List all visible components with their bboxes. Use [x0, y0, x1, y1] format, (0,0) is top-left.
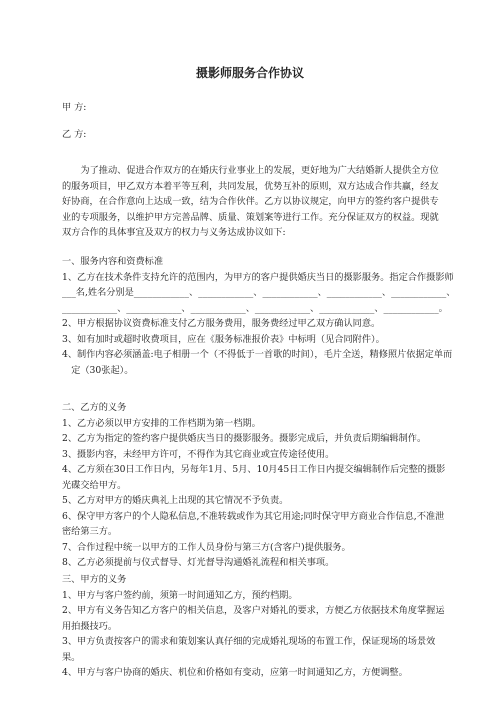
- clause-text: 2、甲方有义务告知乙方客户的相关信息，及客户对婚礼的要求，方便乙方依据技术角度掌握运用拍摄技巧。: [62, 605, 445, 632]
- clause-text: 4、甲方与客户协商的婚庆、机位和价格如有变动，应第一时间通知乙方，方便调整。: [62, 667, 408, 678]
- section-heading: 一、服务内容和资费标准: [62, 256, 164, 267]
- clause-text: 定（30张起）。: [71, 364, 134, 376]
- clause-text: 6、保守甲方客户的个人隐私信息,不准转载或作为其它用途;同时保守甲方商业合作信息,不准泄密给第三方。: [62, 510, 445, 537]
- section-heading: 三、甲方的义务: [62, 574, 127, 585]
- section-heading: 二、乙方的义务: [62, 402, 127, 413]
- party-b-label: 乙 方:: [62, 129, 87, 140]
- clause-text: ___名,姓名分别是____________、____________、____________、____________、____________、: [62, 287, 456, 298]
- section-party-b-duties: [62, 400, 446, 571]
- clause-text: 1、乙方在技术条件支持允许的范围内，为甲方的客户提供婚庆当日的摄影服务。指定合作摄影师: [62, 271, 454, 283]
- clause-text: 3、摄影内容，未经甲方许可，不得作为其它商业或宣传途径使用。: [62, 448, 335, 460]
- section-service-content: [62, 254, 456, 378]
- clause-text: ____________、____________、____________、____________、____________、____________。: [62, 302, 448, 314]
- intro-paragraph: 为了推动、促进合作双方的在婚庆行业事业上的发展，更好地为广大结婚新人提供全方位的服务项目，甲乙双方本着平等互利，共同发展，优势互补的原则，双方达成合作共赢，经友好协商，在合作意向上达成一致，结为合作伙伴。乙方以协议规定，向甲方的签约客户提供专业的专项服务，以维护甲方完善品牌、质量、策划案等进行工作。充分保证双方的权益。现就双方合作的具体事宜及双方的权力与义务达成协议如下:: [62, 165, 439, 238]
- clause-text: 3、如有加时或超时收费项目，应在《服务标准报价表》中标明（见合同附件）。: [62, 333, 385, 345]
- clause-text: 8、乙方必须提前与仪式督导、灯光督导沟通婚礼流程和相关事项。: [62, 557, 335, 568]
- clause-text: 2、乙方为指定的签约客户提供婚庆当日的摄影服务。摄影完成后，并负责后期编辑制作。: [62, 433, 427, 444]
- clause-text: 4、制作内容必须涵盖:电子相册一个（不得低于一首歌的时间），毛片全送，精修照片依据定单而: [62, 349, 453, 360]
- clause-text: 2、甲方根据协议资费标准支付乙方服务费用，服务费经过甲乙双方确认同意。: [62, 318, 381, 329]
- clause-text: 5、乙方对甲方的婚庆典礼上出现的其它情况不予负责。: [62, 495, 289, 506]
- section-party-a-duties: [62, 572, 446, 681]
- clause-text: 1、乙方必须以甲方安排的工作档期为第一档期。: [62, 417, 261, 429]
- clause-text: 7、合作过程中统一以甲方的工作人员身份与第三方(含客户)提供服务。: [62, 541, 351, 553]
- document-title: 摄影师服务合作协议: [195, 66, 304, 80]
- clause-text: 3、甲方负责按客户的需求和策划案认真仔细的完成婚礼现场的布置工作，保证现场的场景效果。: [62, 636, 436, 663]
- clause-text: 1、甲方与客户签约前，须第一时间通知乙方，预约档期。: [62, 589, 298, 601]
- party-a-label: 甲 方:: [62, 102, 87, 113]
- clause-text: 4、乙方须在30日工作日内，另每年1月、5月、10月45日工作日内提交编辑制作后完整的摄影光碟交给甲方。: [62, 464, 446, 491]
